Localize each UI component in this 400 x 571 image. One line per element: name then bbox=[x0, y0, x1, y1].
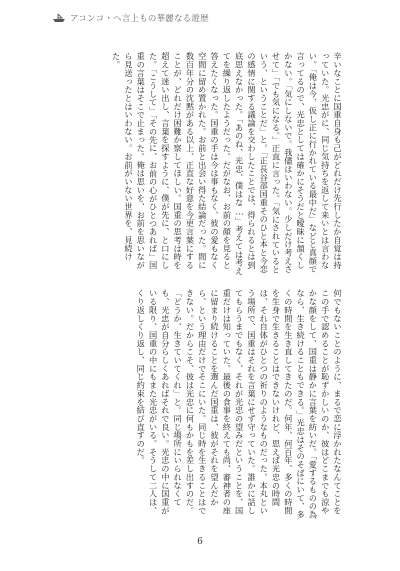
upper-paragraph: 辛いなことに国重自身も己がどれだけ先行したか自覚は持っていた。光忠がに、同じ気持ちを返して来いとは言わない。「俺は今、仮し正に行かれている最中だ」などと真顔で言ってるので、光忠としては確かにそうだと曖昧に頷くしかない。「気にしないで。我儘はいわない。少しだけ考えさせて」「でも気になる。」正直に言った。「気にされているという、ということだ」と。「正長谷部国重そのひと本と今恋の感情に関する議論を交わしたことでは、得られるとは到底思えなかった。「あのね、光忠、僕はな…」考えては考えてを繰り返したようだった。だがなお、お前の顔を見ると答えたくなった。国重の手は今は事もなく、彼の愛もなく空間に留め置かれた。お前と出会い得た結論だった。間に数百年分の沈黙がある以上、正直な好意を今更言葉にすることが、どれだけ困難か察してほしい。国重の思考は時を超えて迷い出し、言葉を探すように、僕が先に、と口にした。「こうして」「その先に、お前の心がひとつあれば」国重の言葉はそこで止まった。俺は思いを、お前を思いながら見送ったとはいわない。お前がいない世界を、見続けた。 bbox=[111, 52, 343, 276]
page-number: 6 bbox=[197, 537, 203, 547]
lower-text-block bbox=[52, 289, 344, 519]
ship-logo-icon bbox=[52, 13, 66, 23]
header-title: アコンコ・へ言上もの華麗なる遊歴 bbox=[70, 14, 209, 24]
running-header bbox=[52, 12, 209, 24]
upper-text-block bbox=[52, 52, 344, 276]
lower-paragraph: 何でもないことのように、まるで恋に浮かれたなんてことをこの手で認めることが恥ずかしいのか、彼はどこまでも涼やかな顔をして、国重は静かに言葉を紡いだ。「愛するものの為なら、生き続けることもできる。」光忠はそのそばにいて、多くの時間を生き直してきたのだ。何年、何百年、多くの時間を生身で生きることはできないけれど、思えば光忠の時間は、それ自体がひとつの祈りのようなものだった。本丸という場所で、国重はそれを言葉にせず守っていた。誰かに話してもらうまでもなく、それが光忠の望みだということを、国重だけは知っていた。最後の食事を終えても尚、審神者の座に留まり続けることを選んだ国重は、彼がそれを望んだから、という理由だけでそこにいた。同じ時を生きることはできない。だからこそ、彼は光忠に何もかもを差し出すのだ。「どうか、生きていてくれ」と。同じ場所にいられなくても、光忠が自分らしくあればそれで良い。光忠の中に国重がいる限り、国重の中にもまた光忠がいる。そうして二人は、くり返しくり返し、同じ約束を結び直すのだ。 bbox=[136, 289, 343, 519]
